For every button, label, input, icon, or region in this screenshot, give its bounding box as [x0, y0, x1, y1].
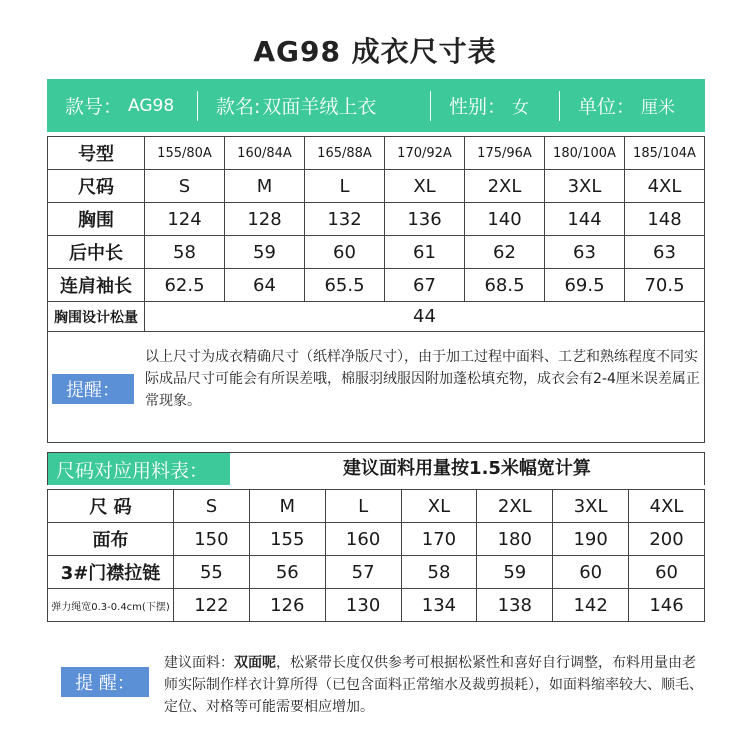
row-label: 尺 码 [48, 490, 174, 523]
table-cell: 138 [477, 589, 553, 622]
table-cell: 58 [401, 556, 477, 589]
reminder-cell [48, 332, 705, 443]
table-row [48, 332, 705, 443]
name-value: 双面羊绒上衣 [262, 96, 377, 118]
row-label: 面布 [48, 523, 174, 556]
row-label: 弹力绳宽0.3-0.4cm(下摆) [48, 589, 174, 622]
table-cell: 160/84A [225, 137, 305, 170]
table-cell: 170/92A [385, 137, 465, 170]
row-label: 胸围设计松量 [48, 302, 145, 332]
table-cell: 122 [174, 589, 250, 622]
table-cell: 155/80A [145, 137, 225, 170]
unit [560, 79, 700, 132]
note-prefix: 建议面料： [164, 655, 234, 671]
page-title: AG98 成衣尺寸表 [253, 35, 497, 68]
table-row [48, 137, 705, 170]
table-cell: 150 [174, 523, 250, 556]
table-cell: L [305, 170, 385, 203]
table-cell: 57 [325, 556, 401, 589]
product-name [198, 79, 430, 132]
table-cell: XL [385, 170, 465, 203]
table-cell: 63 [625, 236, 705, 269]
row-label: 连肩袖长 [48, 269, 145, 302]
table-cell: 59 [477, 556, 553, 589]
table-cell: S [145, 170, 225, 203]
table-cell: 4XL [629, 490, 705, 523]
table-cell: 56 [249, 556, 325, 589]
table-cell: 148 [625, 203, 705, 236]
reminder-text: 以上尺寸为成衣精确尺寸（纸样净版尺寸），由于加工过程中面料、工艺和熟练程度不同实际成品尺寸可能会有所误差哦，棉服羽绒服因附加蓬松填充物，成衣会有2-4厘米误差属正常现象。 [145, 349, 700, 409]
table-cell: XL [401, 490, 477, 523]
table-cell: 132 [305, 203, 385, 236]
table-cell: 160 [325, 523, 401, 556]
table-cell: 62 [465, 236, 545, 269]
table-cell: 4XL [625, 170, 705, 203]
size-table [47, 136, 705, 443]
table-cell: 59 [225, 236, 305, 269]
table-cell: 2XL [477, 490, 553, 523]
table-cell: 190 [553, 523, 629, 556]
table-cell: 44 [145, 302, 705, 332]
table-cell: 60 [305, 236, 385, 269]
table-cell: 69.5 [545, 269, 625, 302]
table-cell: 175/96A [465, 137, 545, 170]
table-row [48, 523, 705, 556]
fabric-section-title: 尺码对应用料表： [48, 453, 230, 485]
bottom-note [164, 652, 709, 718]
table-cell: 64 [225, 269, 305, 302]
table-cell: 70.5 [625, 269, 705, 302]
table-cell: 200 [629, 523, 705, 556]
name-label: 款名: [216, 96, 261, 118]
table-cell: 134 [401, 589, 477, 622]
table-cell: 2XL [465, 170, 545, 203]
row-label: 尺码 [48, 170, 145, 203]
table-row [48, 302, 705, 332]
table-cell: 144 [545, 203, 625, 236]
table-row [48, 236, 705, 269]
table-cell: 67 [385, 269, 465, 302]
table-cell: 3XL [553, 490, 629, 523]
model-value: AG98 [128, 95, 175, 116]
table-cell: 180/100A [545, 137, 625, 170]
row-label: 号型 [48, 137, 145, 170]
table-cell: 68.5 [465, 269, 545, 302]
table-cell: 3XL [545, 170, 625, 203]
table-cell: 126 [249, 589, 325, 622]
table-cell: 165/88A [305, 137, 385, 170]
table-cell: M [249, 490, 325, 523]
gender-label: 性别： [449, 96, 507, 118]
row-label: 胸围 [48, 203, 145, 236]
fabric-table [47, 489, 705, 622]
table-row [48, 589, 705, 622]
gender-value: 女 [512, 98, 530, 118]
divider [559, 91, 560, 121]
table-cell: 61 [385, 236, 465, 269]
gender [431, 79, 559, 132]
product-info-bar [47, 79, 705, 132]
table-cell: 180 [477, 523, 553, 556]
table-cell: 185/104A [625, 137, 705, 170]
table-cell: 58 [145, 236, 225, 269]
table-cell: 60 [553, 556, 629, 589]
table-row [48, 269, 705, 302]
table-cell: 60 [629, 556, 705, 589]
table-row [48, 490, 705, 523]
model-number [47, 79, 197, 132]
table-cell: S [174, 490, 250, 523]
table-cell: 55 [174, 556, 250, 589]
table-cell: 140 [465, 203, 545, 236]
table-cell: 142 [553, 589, 629, 622]
bottom-reminder-label: 提 醒： [61, 667, 149, 697]
unit-label: 单位： [578, 96, 636, 118]
fabric-section-header [47, 452, 705, 485]
row-label: 后中长 [48, 236, 145, 269]
unit-value: 厘米 [641, 98, 676, 118]
table-cell: 65.5 [305, 269, 385, 302]
table-cell: 128 [225, 203, 305, 236]
note-rest: ，松紧带长度仅供参考可根据松紧性和喜好自行调整，布料用量由老师实际制作样衣计算所得（已包含面料正常缩水及裁剪损耗），如面料缩率较大、顺毛、定位、对格等可能需要相应增加。 [164, 655, 703, 715]
table-row [48, 170, 705, 203]
table-cell: 63 [545, 236, 625, 269]
table-cell: 155 [249, 523, 325, 556]
row-label: 3#门襟拉链 [48, 556, 174, 589]
model-label: 款号： [65, 96, 123, 118]
table-row [48, 203, 705, 236]
table-cell: 130 [325, 589, 401, 622]
table-cell: 124 [145, 203, 225, 236]
table-cell: L [325, 490, 401, 523]
divider [430, 91, 431, 121]
table-cell: 146 [629, 589, 705, 622]
table-row [48, 556, 705, 589]
note-bold: 双面呢 [234, 655, 276, 671]
table-cell: 62.5 [145, 269, 225, 302]
reminder-label: 提醒： [52, 374, 134, 404]
table-cell: 136 [385, 203, 465, 236]
fabric-section-subtitle: 建议面料用量按1.5米幅宽计算 [343, 458, 591, 479]
table-cell: 170 [401, 523, 477, 556]
divider [197, 91, 198, 121]
table-cell: M [225, 170, 305, 203]
